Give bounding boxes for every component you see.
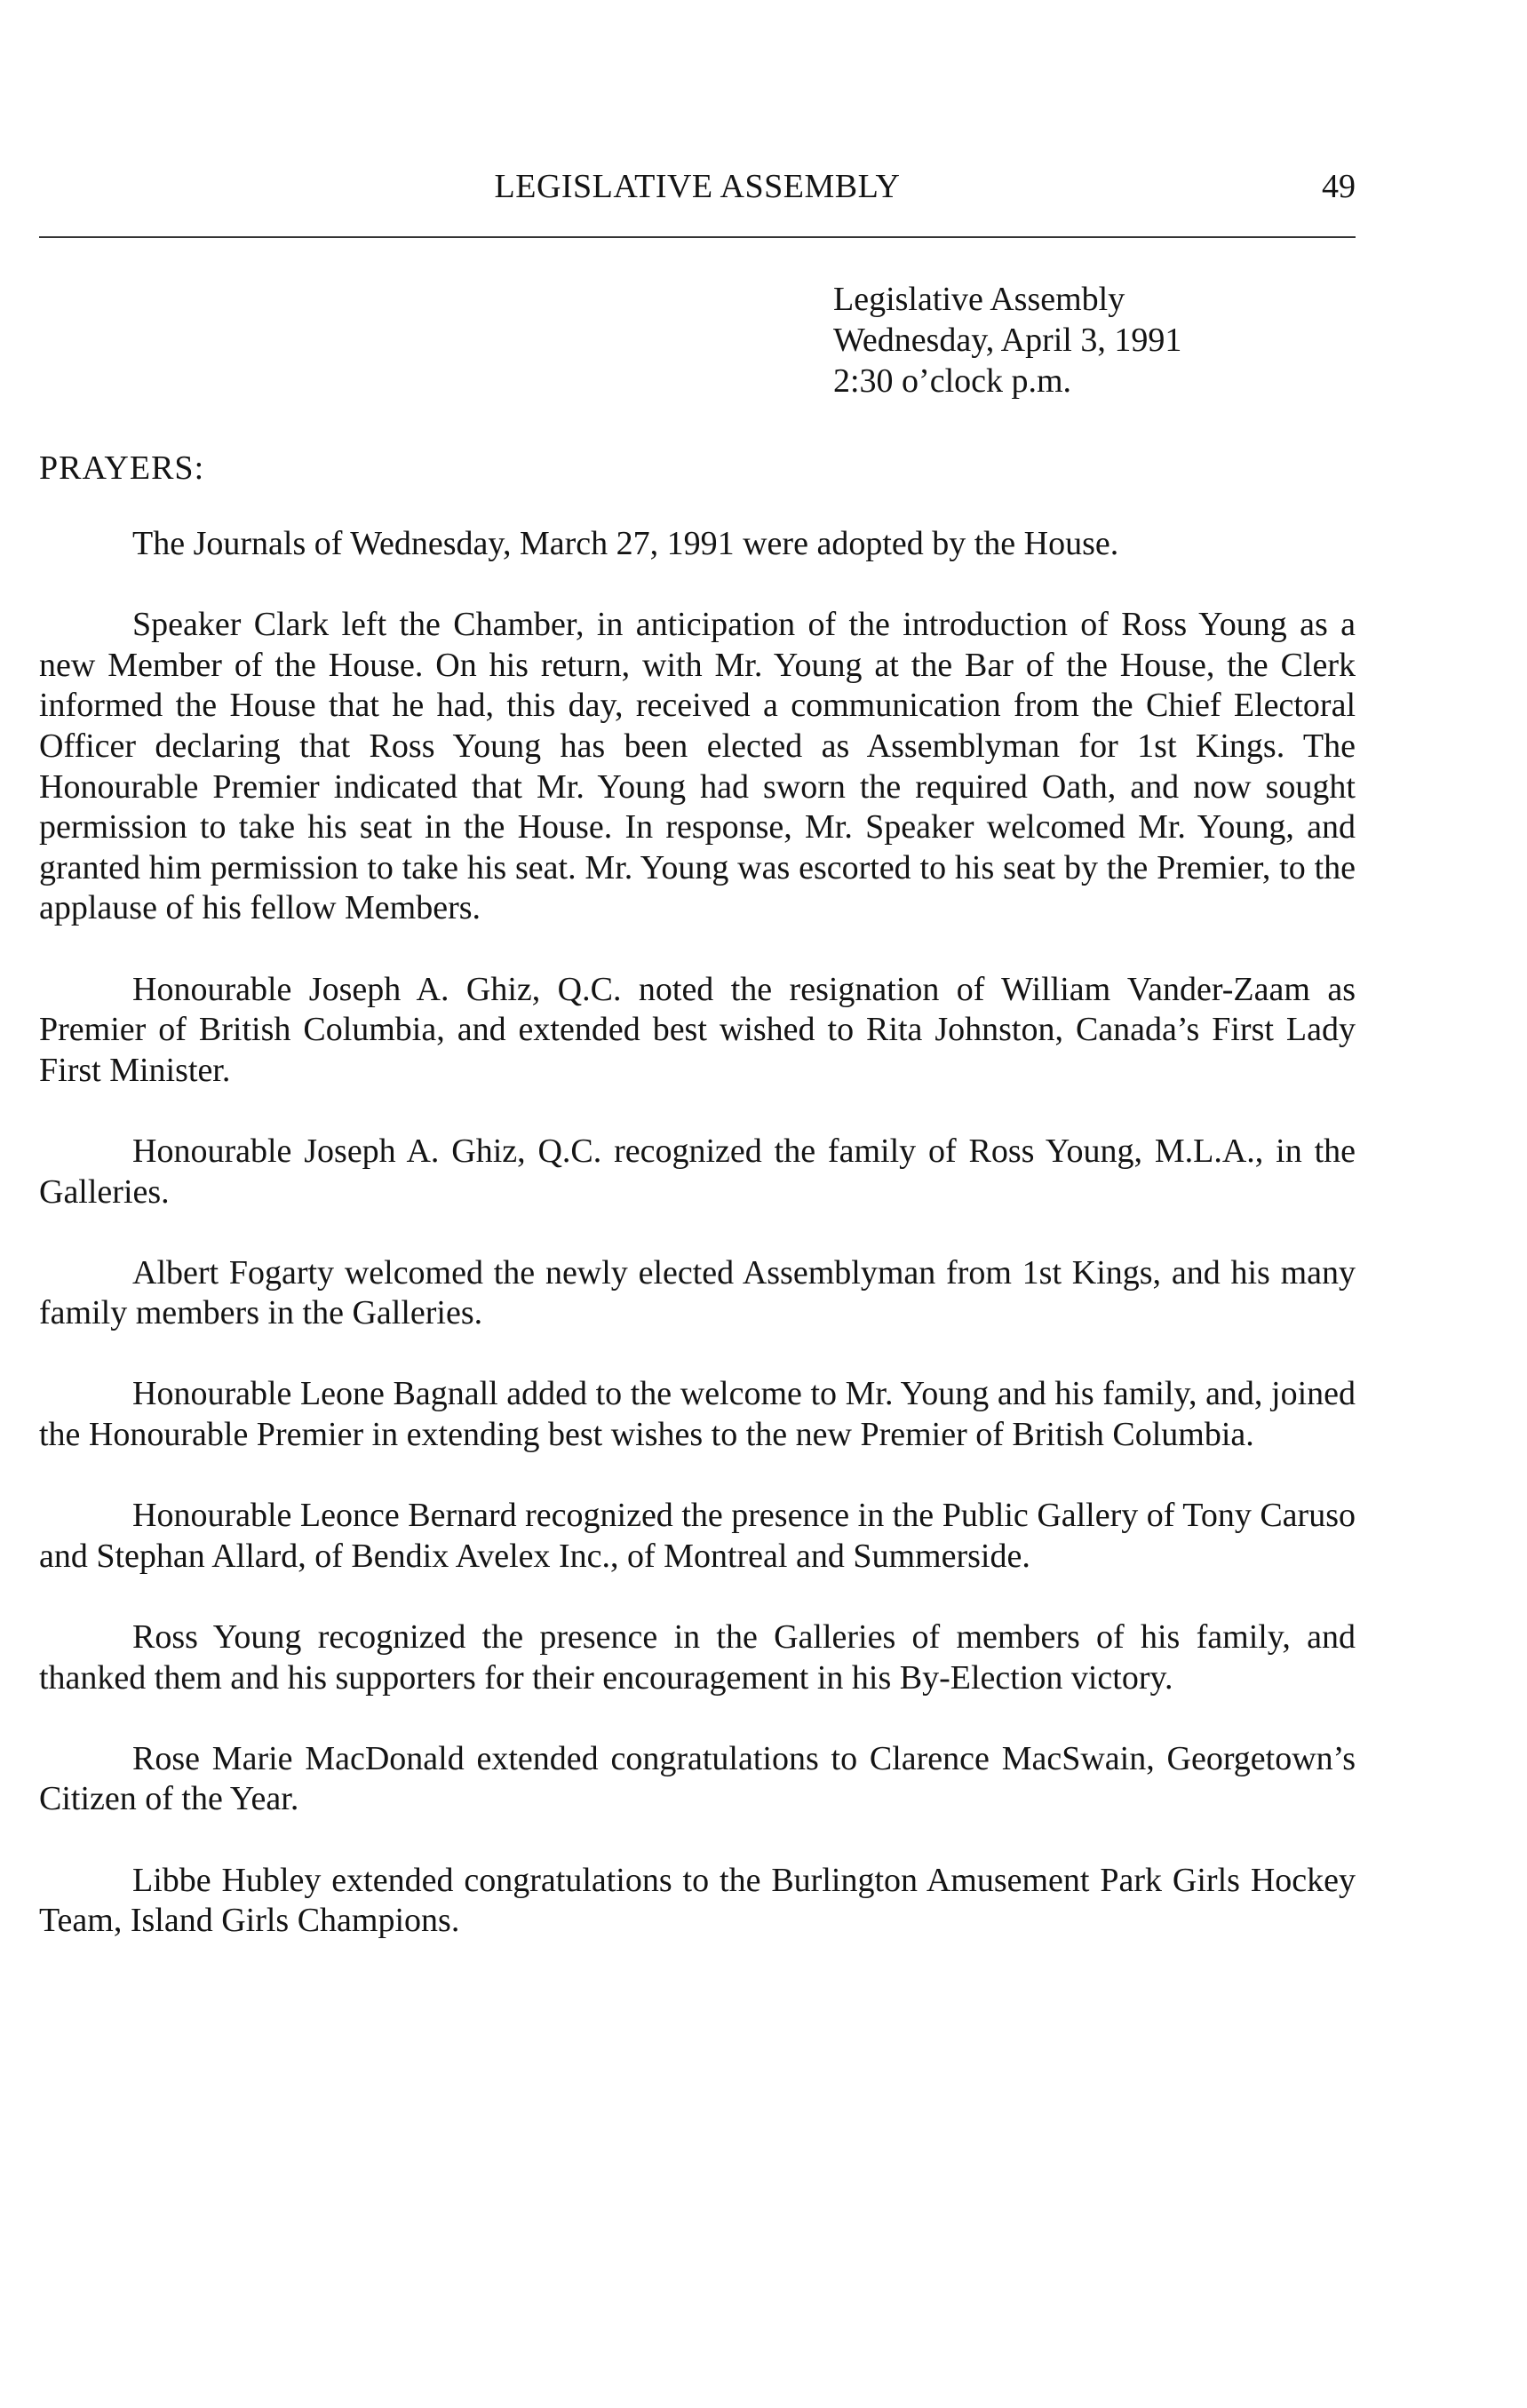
paragraph-new-member-introduction: Speaker Clark left the Chamber, in anticipation of the introduction of Ross Young as a new Member of the House. On his return, with Mr. Young at the Bar of the House, the Clerk informed the House that he had, this day, received a communication from the Chief Electoral Officer declaring that Ross Young has been elected as Assemblyman for 1st Kings. The Honourable Premier indicated that Mr. Young had sworn the required Oath, and now sought permission to take his seat in the House. In response, Mr. Speaker welcomed Mr. Young, and granted him permission to take his seat. Mr. Young was escorted to his seat by the Premier, to the applause of his fellow Members.: [39, 606, 1356, 927]
paragraph-ghiz-resignation-note: Honourable Joseph A. Ghiz, Q.C. noted the resignation of William Vander-Zaam as Premier of British Columbia, and extended best wished to Rita Johnston, Canada’s First Lady First Minister.: [39, 970, 1356, 1089]
sitting-date: Wednesday, April 3, 1991: [833, 322, 1182, 359]
paragraph-bernard-recognition: Honourable Leonce Bernard recognized the presence in the Public Gallery of Tony Caruso and Stephan Allard, of Bendix Avelex Inc., of Montreal and Summerside.: [39, 1497, 1356, 1575]
paragraph-ghiz-family-recognition: Honourable Joseph A. Ghiz, Q.C. recognized the family of Ross Young, M.L.A., in the Galleries.: [39, 1132, 1356, 1211]
paragraph-bagnall-welcome: Honourable Leone Bagnall added to the welcome to Mr. Young and his family, and, joined the Honourable Premier in extending best wishes to the new Premier of British Columbia.: [39, 1375, 1356, 1454]
paragraph-fogarty-welcome: Albert Fogarty welcomed the newly elected Assemblyman from 1st Kings, and his many family members in the Galleries.: [39, 1253, 1356, 1332]
sitting-body: Legislative Assembly: [833, 281, 1125, 318]
sitting-time: 2:30 o’clock p.m.: [833, 362, 1072, 400]
prayers-heading: PRAYERS:: [39, 449, 205, 487]
running-header: [39, 167, 1356, 217]
paragraph-young-recognition: Ross Young recognized the presence in the Galleries of members of his family, and thanked them and his supporters for their encouragement in his By-Election victory.: [39, 1618, 1356, 1697]
sitting-block: [833, 279, 1181, 401]
paragraph-macdonald-congratulations: Rose Marie MacDonald extended congratulations to Clarence MacSwain, Georgetown’s Citizen of the Year.: [39, 1739, 1356, 1818]
header-rule: [39, 236, 1356, 238]
paragraph-hubley-congratulations: Libbe Hubley extended congratulations to the Burlington Amusement Park Girls Hockey Team, Island Girls Champions.: [39, 1861, 1356, 1940]
page-number: 49: [1322, 168, 1356, 205]
running-title: LEGISLATIVE ASSEMBLY: [494, 168, 901, 205]
paragraph-journals-adopted: The Journals of Wednesday, March 27, 1991 were adopted by the House.: [132, 525, 1119, 562]
proceedings-text: [39, 524, 1356, 1982]
